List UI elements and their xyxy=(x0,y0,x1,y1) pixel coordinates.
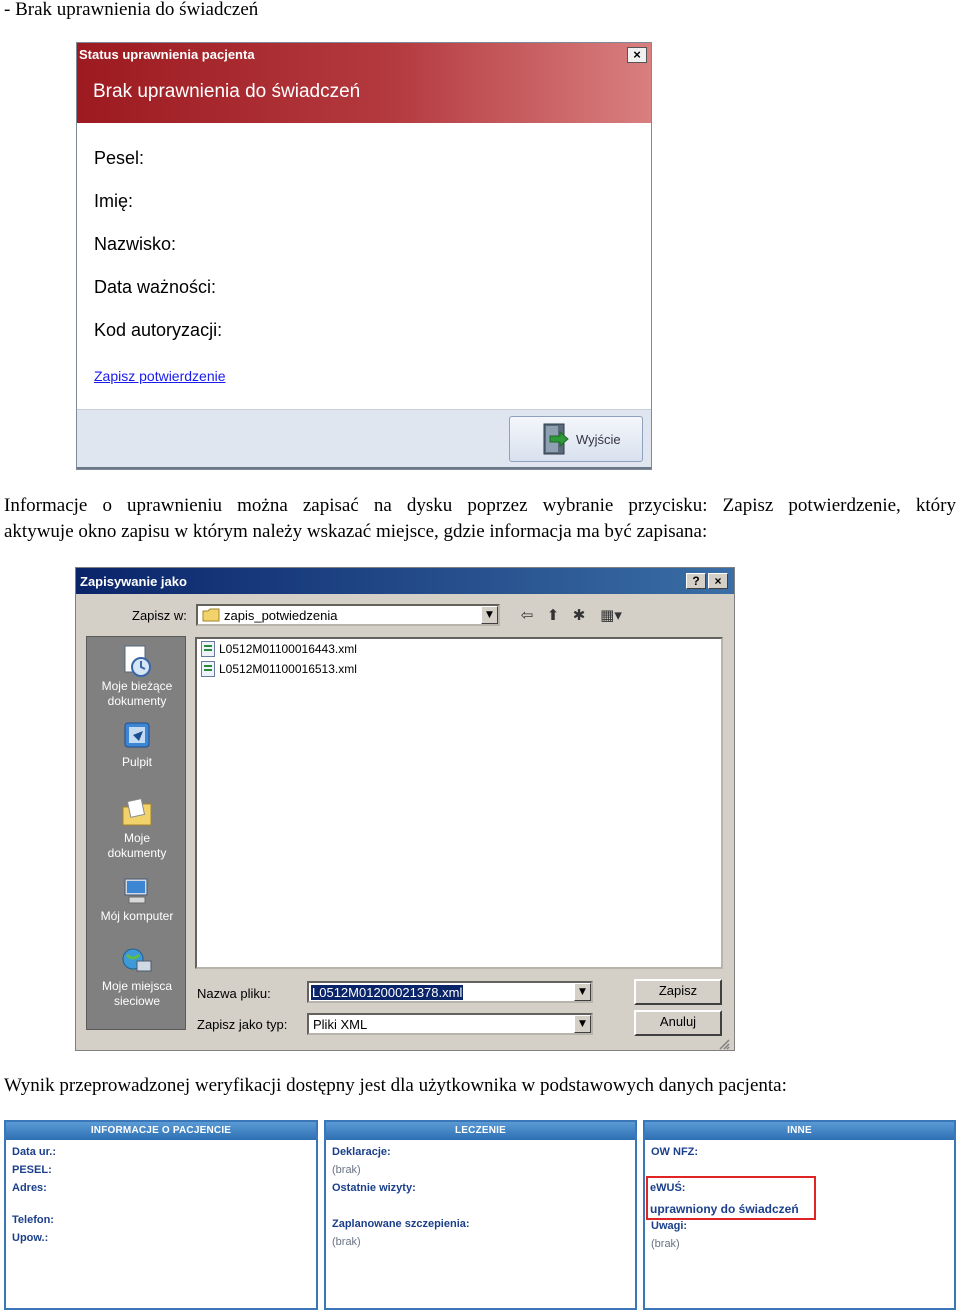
dropdown-arrow-icon[interactable]: ▼ xyxy=(481,606,498,624)
address-label: Adres: xyxy=(12,1182,47,1194)
new-folder-icon[interactable]: ✱ xyxy=(572,606,586,624)
last-name-label: Nazwisko: xyxy=(94,234,177,254)
last-visits-label: Ostatnie wizyty: xyxy=(332,1182,416,1194)
back-icon[interactable]: ⇦ xyxy=(520,606,534,624)
notes-label: Uwagi: xyxy=(651,1220,688,1232)
birth-date-label: Data ur.: xyxy=(12,1146,57,1158)
desktop-icon xyxy=(119,719,155,755)
filetype-dropdown[interactable] xyxy=(307,1013,593,1035)
place-my-documents[interactable]: Moje dokumenty xyxy=(87,795,187,861)
paragraph-result: Wynik przeprowadzonej weryfikacji dostępny jest dla użytkownika w podstawowych danych pacjenta: xyxy=(4,1075,787,1096)
panel-header: LECZENIE xyxy=(326,1122,635,1140)
other-panel xyxy=(643,1120,956,1310)
planned-vaccinations-value: (brak) xyxy=(332,1236,361,1248)
cancel-button[interactable]: Anuluj xyxy=(634,1010,722,1036)
xml-file-icon xyxy=(201,661,215,677)
ewus-label: eWUŚ: xyxy=(650,1182,686,1194)
exit-door-icon xyxy=(540,422,570,456)
planned-vaccinations-label: Zaplanowane szczepienia: xyxy=(332,1218,470,1230)
panel-header: INNE xyxy=(645,1122,954,1140)
folder-icon xyxy=(202,608,220,622)
computer-icon xyxy=(119,873,155,909)
recent-documents-icon xyxy=(119,643,155,679)
ewus-highlight xyxy=(646,1176,816,1220)
patient-info-panel xyxy=(4,1120,318,1310)
list-item[interactable]: L0512M01100016443.xml xyxy=(201,641,357,657)
close-button[interactable]: × xyxy=(708,573,728,589)
my-documents-icon xyxy=(119,795,155,831)
ow-nfz-label: OW NFZ: xyxy=(651,1146,699,1158)
declarations-label: Deklaracje: xyxy=(332,1146,391,1158)
save-in-value: zapis_potwiedzenia xyxy=(224,608,338,623)
auth-code-label: Kod autoryzacji: xyxy=(94,320,223,340)
save-as-dialog xyxy=(75,567,735,1051)
view-menu-icon[interactable]: ▦▾ xyxy=(600,606,622,624)
list-item[interactable]: L0512M01100016513.xml xyxy=(201,661,357,677)
pesel-label: PESEL: xyxy=(12,1164,52,1176)
filetype-label: Zapisz jako typ: xyxy=(197,1017,288,1032)
close-button[interactable]: × xyxy=(627,47,647,63)
help-button[interactable]: ? xyxy=(686,573,706,589)
up-folder-icon[interactable]: ⬆ xyxy=(546,606,560,624)
status-dialog xyxy=(76,42,652,470)
save-confirmation-link[interactable]: Zapisz potwierdzenie xyxy=(94,368,226,384)
phone-label: Telefon: xyxy=(12,1214,54,1226)
save-dialog-titlebar xyxy=(76,568,734,594)
exit-button[interactable] xyxy=(509,416,643,462)
save-in-dropdown[interactable] xyxy=(196,604,500,626)
notes-value: (brak) xyxy=(651,1238,680,1250)
save-dialog-title: Zapisywanie jako xyxy=(80,574,187,589)
place-desktop[interactable]: Pulpit xyxy=(87,719,187,770)
status-heading: Brak uprawnienia do świadczeń xyxy=(93,81,361,102)
network-icon xyxy=(119,943,155,979)
places-bar xyxy=(86,636,186,1030)
filename-value: L0512M01200021378.xml xyxy=(312,985,463,1000)
place-my-computer[interactable]: Mój komputer xyxy=(87,873,187,924)
status-dialog-title: Status uprawnienia pacjenta xyxy=(79,47,255,62)
section-heading: - Brak uprawnienia do świadczeń xyxy=(4,0,259,20)
authorization-label: Upow.: xyxy=(12,1232,49,1244)
patient-panels xyxy=(4,1120,956,1310)
resize-grip-icon[interactable] xyxy=(718,1038,730,1050)
filename-input[interactable] xyxy=(307,981,593,1003)
exit-button-label: Wyjście xyxy=(576,431,621,447)
first-name-label: Imię: xyxy=(94,191,134,211)
save-in-label: Zapisz w: xyxy=(132,608,187,623)
place-network[interactable]: Moje miejsca sieciowe xyxy=(87,943,187,1009)
treatment-panel xyxy=(324,1120,637,1310)
paragraph-line: aktywuje okno zapisu w którym należy wskazać miejsce, gdzie informacja ma być zapisana: xyxy=(4,521,708,542)
paragraph-line: Informacje o uprawnieniu można zapisać na dysku poprzez wybranie przycisku: Zapisz potwierdzenie, który xyxy=(4,495,956,516)
panel-header: INFORMACJE O PACJENCIE xyxy=(6,1122,316,1140)
ewus-status: uprawniony do świadczeń xyxy=(650,1202,799,1216)
file-list[interactable] xyxy=(195,637,723,969)
pesel-label: Pesel: xyxy=(94,148,145,168)
status-titlebar xyxy=(77,43,651,123)
dropdown-arrow-icon[interactable]: ▼ xyxy=(574,1015,591,1033)
place-recent-documents[interactable]: Moje bieżące dokumenty xyxy=(87,643,187,709)
valid-date-label: Data ważności: xyxy=(94,277,217,297)
xml-file-icon xyxy=(201,641,215,657)
filename-label: Nazwa pliku: xyxy=(197,986,271,1001)
dialog-bottom-strip xyxy=(77,467,651,470)
filetype-value: Pliki XML xyxy=(313,1017,368,1032)
status-footer xyxy=(77,409,651,470)
save-button[interactable]: Zapisz xyxy=(634,979,722,1005)
declarations-value: (brak) xyxy=(332,1164,361,1176)
dropdown-arrow-icon[interactable]: ▼ xyxy=(574,983,591,1001)
